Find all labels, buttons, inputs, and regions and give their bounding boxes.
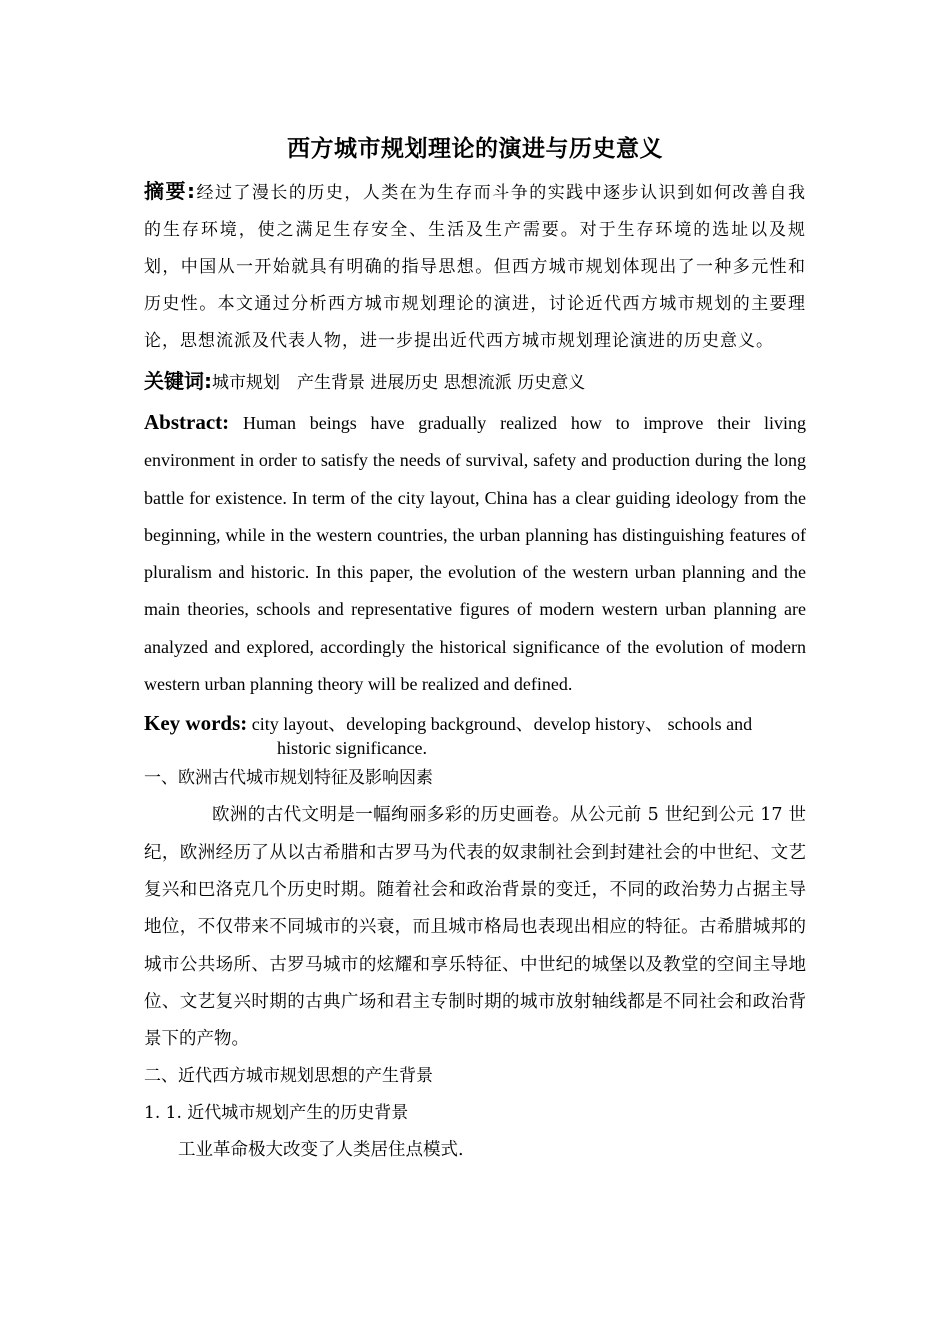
keywords-english-label: Key words: xyxy=(144,711,248,736)
paper-title: 西方城市规划理论的演进与历史意义 xyxy=(287,136,663,162)
abstract-chinese-label: 摘要: xyxy=(144,179,196,203)
keywords-chinese xyxy=(144,366,806,398)
keywords-chinese-label: 关键词: xyxy=(144,369,212,393)
section-2-paragraph: 工业革命极大改变了人类居住点模式. xyxy=(178,1140,464,1161)
abstract-chinese xyxy=(144,173,806,360)
keywords-english-line2: historic significance. xyxy=(277,738,427,759)
section-1-heading: 一、欧洲古代城市规划特征及影响因素 xyxy=(144,768,433,789)
keywords-english-line1: city layout、developing background、develop history、 schools and xyxy=(251,714,753,735)
abstract-english-label: Abstract: xyxy=(144,410,230,434)
abstract-english-text: Human beings have gradually realized how to improve their living environment in order to satisfy the needs of survival, safety and production during the long battle for existence. In term of the city layout, China has a clear guiding ideology from the beginning, while in the western countries, the urban planning has distinguishing features of pluralism and historic. In this paper, the evolution of the western urban planning and the main theories, schools and representative figures of modern western urban planning are analyzed and explored, accordingly the historical significance of the evolution of modern western urban planning theory will be realized and defined. xyxy=(144,413,807,695)
paper-body xyxy=(144,130,806,1170)
abstract-english xyxy=(144,404,806,703)
section-2-heading: 二、近代西方城市规划思想的产生背景 xyxy=(144,1066,433,1087)
section-2-subheading: 1. 1. 近代城市规划产生的历史背景 xyxy=(144,1103,409,1124)
keywords-chinese-text: 城市规划 产生背景 进展历史 思想流派 历史意义 xyxy=(212,373,586,393)
abstract-chinese-text: 经过了漫长的历史，人类在为生存而斗争的实践中逐步认识到如何改善自我的生存环境，使之满足生存安全、生活及生产需要。对于生存环境的选址以及规划，中国从一开始就具有明确的指导思想。但西方城市规划体现出了一种多元性和历史性。本文通过分析西方城市规划理论的演进，讨论近代西方城市规划的主要理论，思想流派及代表人物，进一步提出近代西方城市规划理论演进的历史意义。 xyxy=(144,183,807,351)
section-1-paragraph: 欧洲的古代文明是一幅绚丽多彩的历史画卷。从公元前 5 世纪到公元 17 世纪，欧洲经历了从以古希腊和古罗马为代表的奴隶制社会到封建社会的中世纪、文艺复兴和巴洛克几个历史时期。随着社会和政治背景的变迁，不同的政治势力占据主导地位，不仅带来不同城市的兴衰，而且城市格局也表现出相应的特征。古希腊城邦的城市公共场所、古罗马城市的炫耀和享乐特征、中世纪的城堡以及教堂的空间主导地位、文艺复兴时期的古典广场和君主专制时期的城市放射轴线都是不同社会和政治背景下的产物。 xyxy=(144,805,806,1050)
keywords-english xyxy=(144,711,806,760)
